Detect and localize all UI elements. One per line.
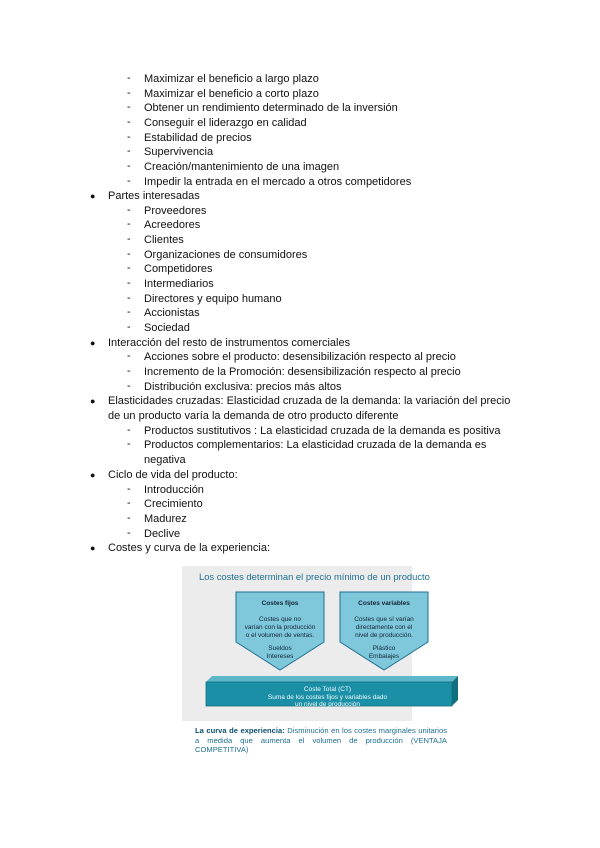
bullet-icon: ●: [90, 470, 96, 480]
dash: -: [127, 365, 131, 377]
variable-costs-title: Costes variables: [358, 600, 410, 607]
section-title-continued: de un producto varía la demanda de otro producto diferente: [108, 410, 399, 422]
figure-title: Los costes determinan el precio mínimo de un producto: [199, 571, 430, 582]
fixed-costs-desc-2: varían con la producción: [244, 624, 316, 631]
dash: -: [127, 497, 131, 509]
total-cost-bar-top: [206, 676, 458, 682]
variable-costs-desc-2: directamente con el: [355, 624, 413, 631]
caption-text: Disminución en los costes marginales unitarios a medida que aumenta el volumen de producción (VENTAJA COMPETITIVA): [195, 726, 448, 754]
dash: -: [127, 292, 131, 304]
variable-costs-desc-1: Costes que sí varían: [354, 616, 414, 623]
list-item-continued: negativa: [144, 454, 186, 466]
dash: -: [127, 175, 131, 187]
variable-costs-example-1: Plástico: [372, 645, 396, 652]
dash: -: [127, 204, 131, 216]
list-item: Conseguir el liderazgo en calidad: [144, 117, 307, 129]
caption-term: La curva de experiencia:: [195, 726, 285, 735]
list-item: Maximizar el beneficio a largo plazo: [144, 73, 319, 85]
dash: -: [127, 438, 131, 450]
list-item: Intermediarios: [144, 278, 214, 290]
section-title: Costes y curva de la experiencia:: [108, 542, 271, 554]
total-cost-desc-1: Suma de los costes fijos y variables dado: [267, 693, 388, 701]
total-cost-label: [205, 686, 450, 709]
fixed-costs-desc-1: Costes que no: [259, 616, 301, 623]
dash: -: [127, 350, 131, 362]
dash: -: [127, 321, 131, 333]
bullet-icon: ●: [90, 191, 96, 201]
dash: -: [127, 131, 131, 143]
section-title: Elasticidades cruzadas: Elasticidad cruzada de la demanda: la variación del precio: [108, 395, 511, 407]
list-item: Crecimiento: [144, 498, 203, 510]
section-title: Interacción del resto de instrumentos comerciales: [108, 337, 351, 349]
list-item: Creación/mantenimiento de una imagen: [144, 161, 340, 173]
total-cost-desc-2: un nivel de producción: [294, 701, 361, 708]
variable-costs-desc-3: nivel de producción.: [355, 632, 413, 639]
list-item: Supervivencia: [144, 146, 214, 158]
list-item: Productos sustitutivos : La elasticidad cruzada de la demanda es positiva: [144, 425, 501, 437]
dash: -: [127, 116, 131, 128]
fixed-costs-desc-3: o el volumen de ventas.: [245, 632, 315, 639]
dash: -: [127, 512, 131, 524]
fixed-costs-example-2: Intereses: [266, 653, 294, 660]
list-item: Declive: [144, 528, 181, 540]
list-item: Impedir la entrada en el mercado a otros competidores: [144, 176, 412, 188]
dash: -: [127, 218, 131, 230]
dash: -: [127, 483, 131, 495]
list-item: Introducción: [144, 484, 204, 496]
list-item: Proveedores: [144, 205, 207, 217]
section-title: Partes interesadas: [108, 190, 200, 202]
list-item: Directores y equipo humano: [144, 293, 282, 305]
dash: -: [127, 145, 131, 157]
dash: -: [127, 424, 131, 436]
total-cost-title: Coste Total (CT): [303, 686, 352, 693]
list-item: Productos complementarios: La elasticidad cruzada de la demanda es: [144, 439, 487, 451]
dash: -: [127, 233, 131, 245]
dash: -: [127, 160, 131, 172]
list-item: Accionistas: [144, 307, 200, 319]
fixed-costs-example-1: Sueldos: [268, 645, 292, 652]
dash: -: [127, 87, 131, 99]
list-item: Acciones sobre el producto: desensibilización respecto al precio: [144, 351, 456, 363]
dash: -: [127, 306, 131, 318]
bullet-icon: ●: [90, 396, 96, 406]
bullet-icon: ●: [90, 338, 96, 348]
list-item: Madurez: [144, 513, 187, 525]
dash: -: [127, 262, 131, 274]
dash: -: [127, 380, 131, 392]
bullet-icon: ●: [90, 543, 96, 553]
list-item: Organizaciones de consumidores: [144, 249, 308, 261]
list-item: Clientes: [144, 234, 184, 246]
list-item: Estabilidad de precios: [144, 132, 252, 144]
variable-costs-example-2: Embalajes: [368, 653, 400, 660]
list-item: Incremento de la Promoción: desensibilización respecto al precio: [144, 366, 461, 378]
figure-caption: [195, 726, 447, 755]
dash: -: [127, 527, 131, 539]
dash: -: [127, 101, 131, 113]
dash: -: [127, 72, 131, 84]
fixed-costs-title: Costes fijos: [261, 600, 299, 607]
dash: -: [127, 277, 131, 289]
list-item: Sociedad: [144, 322, 190, 334]
list-item: Competidores: [144, 263, 213, 275]
list-item: Maximizar el beneficio a corto plazo: [144, 88, 319, 100]
list-item: Distribución exclusiva: precios más altos: [144, 381, 342, 393]
section-title: Ciclo de vida del producto:: [108, 469, 238, 481]
list-item: Obtener un rendimiento determinado de la inversión: [144, 102, 398, 114]
list-item: Acreedores: [144, 219, 201, 231]
dash: -: [127, 248, 131, 260]
